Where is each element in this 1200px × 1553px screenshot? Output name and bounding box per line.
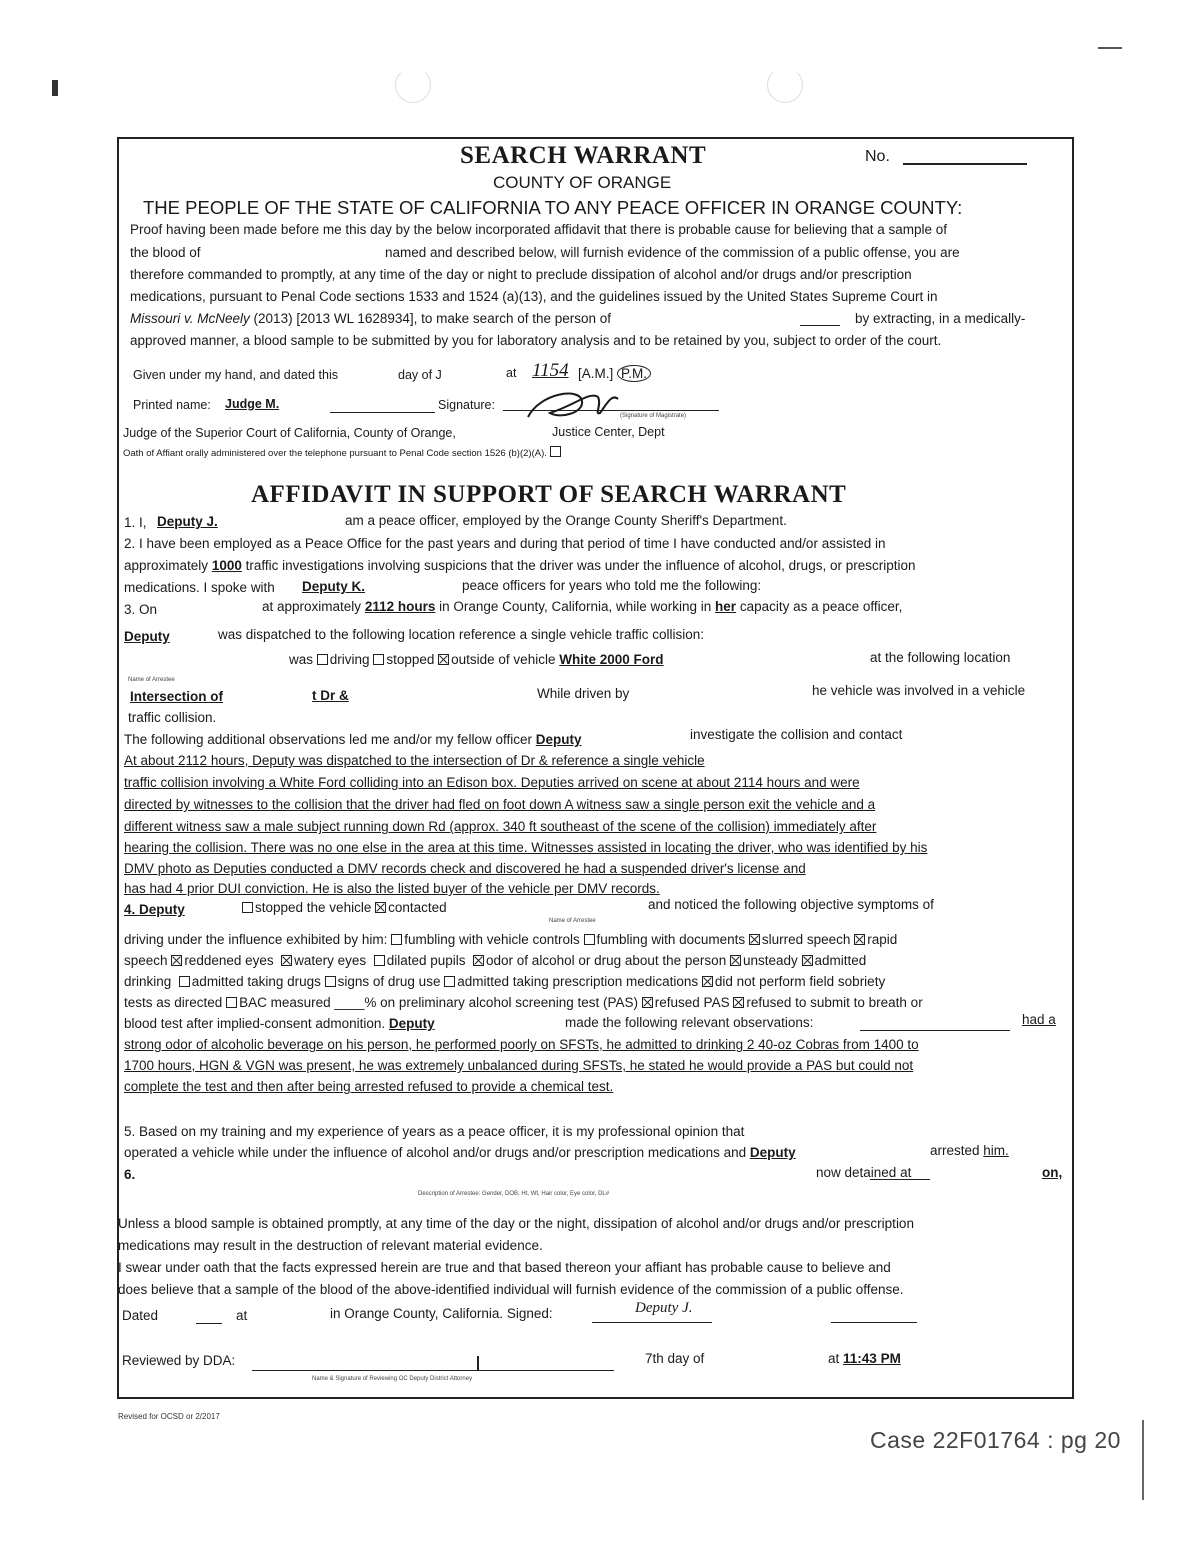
- symptom-checkbox[interactable]: [226, 997, 237, 1008]
- warrant-no-label: No.: [865, 148, 890, 165]
- observation-line: strong odor of alcoholic beverage on his person, he performed poorly on SFSTs, he admitted to drinking 2 40-oz Cobras from 1400 to: [124, 1037, 919, 1052]
- blank-line: [831, 1322, 917, 1323]
- symptom-label: rapid: [867, 932, 898, 947]
- symptom-label: blood test after implied-consent admonition.: [124, 1016, 386, 1031]
- symptom-checkbox[interactable]: [281, 955, 292, 966]
- p2-text: traffic investigations involving suspicions that the driver was under the influence of alcohol, drugs, or prescription: [245, 558, 916, 573]
- symptom-checkbox[interactable]: [584, 934, 595, 945]
- name-of-arrestee-caption: Name of Arrestee: [128, 677, 175, 683]
- symptom-label: odor of alcohol or drug about the person: [486, 953, 727, 968]
- closing-line: medications may result in the destruction of relevant material evidence.: [118, 1238, 543, 1253]
- symptom-checkbox[interactable]: [733, 997, 744, 1008]
- review-caption: Name & Signature of Reviewing OC Deputy District Attorney: [312, 1376, 473, 1382]
- closing-line: does believe that a sample of the blood of the above-identified individual will furnish evidence of the commission of a public offense.: [118, 1282, 904, 1297]
- closing-line: Unless a blood sample is obtained promptly, at any time of the day or the night, dissipation of alcohol and/or drugs and/or prescription: [118, 1216, 914, 1231]
- narrative-line: DMV photo as Deputies conducted a DMV records check and discovered he had a suspended driver's license and: [124, 861, 806, 876]
- review-at-label: at: [828, 1351, 840, 1366]
- driving-label: driving: [329, 652, 370, 667]
- symptom-checkbox[interactable]: [391, 934, 402, 945]
- contacted-label: contacted: [388, 900, 447, 915]
- at-label: at: [506, 366, 517, 380]
- blank-line: [196, 1323, 222, 1324]
- warrant-body-line: approved manner, a blood sample to be submitted by you for laboratory analysis and to be retained by you, subject to order of the court.: [130, 333, 942, 348]
- symptom-label: refused PAS: [654, 995, 730, 1010]
- symptom-checkbox[interactable]: [730, 955, 741, 966]
- symptom-label: admitted taking prescription medications: [457, 974, 699, 989]
- symptom-label: refused to submit to breath or: [746, 995, 923, 1010]
- vehicle-description: White 2000 Ford: [559, 652, 664, 667]
- incident-time: 2112 hours: [364, 599, 436, 614]
- symptom-label: signs of drug use: [337, 974, 441, 989]
- symptom-label: did not perform field sobriety: [714, 974, 886, 989]
- symptom-label: slurred speech: [761, 932, 851, 947]
- arrested-him: him.: [983, 1143, 1009, 1158]
- collision-involved: he vehicle was involved in a vehicle: [812, 683, 1026, 698]
- p3-capacity: capacity as a peace officer,: [739, 599, 903, 614]
- warrant-body-line: medications, pursuant to Penal Code sections 1533 and 1524 (a)(13), and the guidelines issued by the United States Supreme Court in: [130, 289, 938, 304]
- description-caption: Description of Arrestee: Gender, DOB, Ht, Wt, Hair color, Eye color, DL#: [418, 1191, 610, 1197]
- symptom-checkbox[interactable]: [444, 976, 455, 987]
- closing-line: I swear under oath that the facts expressed herein are true and that based thereon your affiant has probable cause to believe and: [118, 1260, 891, 1275]
- contacted-checkbox[interactable]: [375, 902, 386, 913]
- symptom-checkbox[interactable]: [179, 976, 190, 987]
- judge-line: Judge of the Superior Court of California, County of Orange,: [123, 426, 456, 440]
- was-label: was: [289, 652, 314, 667]
- p3-her: her: [715, 599, 737, 614]
- relevant-observations-label: made the following relevant observations:: [565, 1015, 814, 1030]
- symptoms-intro: driving under the influence exhibited by him:: [124, 932, 388, 947]
- reviewed-by-label: Reviewed by DDA:: [122, 1353, 236, 1368]
- location-intersection: Intersection of: [130, 689, 224, 704]
- narrative-line: At about 2112 hours, Deputy was dispatched to the intersection of Dr & reference a single vehicle: [124, 753, 705, 768]
- affidavit-title: AFFIDAVIT IN SUPPORT OF SEARCH WARRANT: [251, 481, 847, 508]
- p3-text: in Orange County, California, while working in: [439, 599, 712, 614]
- symptom-label: admitted taking drugs: [191, 974, 321, 989]
- symptom-label: speech: [124, 953, 168, 968]
- punch-hole: [767, 67, 803, 103]
- narrative-line: hearing the collision. There was no one else in the area at this time. Witnesses assisted in locating the driver, who was identified by his: [124, 840, 928, 855]
- county-heading: COUNTY OF ORANGE: [493, 173, 672, 192]
- symptom-label: BAC measured ____% on preliminary alcohol screening test (PAS): [239, 995, 639, 1010]
- printed-name-value: Judge M.: [225, 397, 280, 411]
- people-heading: THE PEOPLE OF THE STATE OF CALIFORNIA TO ANY PEACE OFFICER IN ORANGE COUNTY:: [143, 197, 963, 218]
- p2-spoke-label: medications. I spoke with: [124, 580, 275, 595]
- warrant-title: SEARCH WARRANT: [460, 142, 707, 169]
- day-of-label: day of J: [398, 368, 442, 382]
- symptom-label: dilated pupils: [386, 953, 466, 968]
- p2-approx: approximately: [124, 558, 209, 573]
- warrant-no-line: [903, 163, 1027, 165]
- given-under-label: Given under my hand, and dated this: [133, 368, 338, 382]
- observation-line: 1700 hours, HGN & VGN was present, he was extremely unbalanced during SFSTs, he stated he would provide a PAS but could not: [124, 1058, 914, 1073]
- time-handwritten: 1154: [532, 360, 569, 381]
- review-day: 7th day of: [645, 1351, 705, 1366]
- dispatch-text: was dispatched to the following location reference a single vehicle traffic collision:: [218, 627, 705, 642]
- signature-label: Signature:: [438, 398, 495, 412]
- affiant-signature: Deputy J.: [635, 1300, 693, 1316]
- p1-text: am a peace officer, employed by the Orange County Sheriff's Department.: [345, 513, 787, 528]
- narrative-line: different witness saw a male subject running down Rd (approx. 340 ft southeast of the scene of the collision) immediately after: [124, 819, 877, 834]
- scan-mark: [1098, 47, 1122, 49]
- symptom-label: admitted: [814, 953, 867, 968]
- stopped-vehicle-checkbox[interactable]: [242, 902, 253, 913]
- review-time: 11:43 PM: [843, 1351, 901, 1366]
- outside-label: outside of vehicle: [451, 652, 556, 667]
- p5-text: operated a vehicle while under the influence of alcohol and/or drugs and/or prescription medications and: [124, 1145, 747, 1160]
- symptom-checkbox[interactable]: [473, 955, 484, 966]
- p1-number: 1. I,: [124, 515, 147, 530]
- symptom-checkbox[interactable]: [374, 955, 385, 966]
- p4-deputy: 4. Deputy: [124, 902, 185, 917]
- blood-of-label: the blood of: [130, 245, 201, 260]
- narrative-line: directed by witnesses to the collision that the driver had fled on foot down A witness saw a single person exit the vehicle and a: [124, 797, 876, 812]
- investigation-count: 1000: [211, 558, 242, 573]
- blank-line: [800, 325, 840, 326]
- outside-checkbox[interactable]: [438, 654, 449, 665]
- affiant-name: Deputy J.: [157, 514, 218, 529]
- at-following-location: at the following location: [870, 650, 1011, 665]
- driving-checkbox[interactable]: [317, 654, 328, 665]
- pm-label-circled: P.M.: [617, 365, 651, 382]
- while-driven-label: While driven by: [537, 686, 630, 701]
- narrative-line: has had 4 prior DUI conviction. He is also the listed buyer of the vehicle per DMV records.: [124, 881, 660, 896]
- warrant-frame: [117, 137, 1074, 1399]
- p3-approx: at approximately: [262, 599, 362, 614]
- warrant-body-line: (2013) [2013 WL 1628934], to make search of the person of: [253, 311, 612, 326]
- signature-tick: [477, 1356, 479, 1370]
- warrant-body-line: by extracting, in a medically-: [855, 311, 1026, 326]
- stopped-checkbox[interactable]: [373, 654, 384, 665]
- p5-line: 5. Based on my training and my experience of years as a peace officer, it is my professional opinion that: [124, 1124, 745, 1139]
- arrested-label: arrested: [930, 1143, 980, 1158]
- scan-mark: [52, 80, 58, 96]
- dated-at-label: at: [236, 1308, 248, 1323]
- blank-line: [870, 1179, 930, 1180]
- signed-label: in Orange County, California. Signed:: [330, 1306, 553, 1321]
- p4-symptoms-intro: and noticed the following objective symptoms of: [648, 897, 934, 912]
- symptom-checkbox[interactable]: [325, 976, 336, 987]
- scan-edge: [1142, 1420, 1144, 1500]
- blank-line: [330, 412, 435, 413]
- symptom-label: unsteady: [742, 953, 798, 968]
- punch-hole: [395, 67, 431, 103]
- obs-deputy: Deputy: [535, 732, 582, 747]
- warrant-body-line: Proof having been made before me this day by the below incorporated affidavit that there is probable cause for believing that a sample of: [130, 222, 948, 237]
- blank-line: [860, 1030, 1010, 1031]
- symptom-label: watery eyes: [294, 953, 367, 968]
- arresting-deputy: Deputy: [749, 1145, 796, 1160]
- dated-label: Dated: [122, 1308, 159, 1323]
- dispatch-deputy: Deputy: [124, 629, 170, 644]
- obs-contact: investigate the collision and contact: [690, 727, 903, 742]
- name-of-arrestee-caption: Name of Arrestee: [549, 918, 596, 924]
- stopped-vehicle-label: stopped the vehicle: [255, 900, 372, 915]
- warrant-body-line: named and described below, will furnish evidence of the commission of a public offense, you are: [385, 245, 960, 260]
- obs-intro: The following additional observations led me and/or my fellow officer: [124, 732, 532, 747]
- symptom-label: reddened eyes: [184, 953, 274, 968]
- symptom-checkbox[interactable]: [642, 997, 653, 1008]
- symptom-checkbox[interactable]: [702, 976, 713, 987]
- oath-checkbox[interactable]: [550, 446, 561, 457]
- detained-at-label: now detained at: [816, 1165, 912, 1180]
- p3-on: 3. On: [124, 602, 158, 617]
- revised-note: Revised for OCSD or 2/2017: [118, 1412, 220, 1421]
- justice-center: Justice Center, Dept: [552, 425, 665, 439]
- observation-line: complete the test and then after being arrested refused to provide a chemical test.: [124, 1079, 614, 1094]
- symptom-checkbox[interactable]: [802, 955, 813, 966]
- traffic-collision: traffic collision.: [128, 710, 217, 725]
- on-label: on,: [1042, 1165, 1063, 1180]
- stopped-label: stopped: [386, 652, 435, 667]
- spoke-with-name: Deputy K.: [302, 579, 366, 594]
- case-citation: Missouri v. McNeely: [130, 311, 250, 326]
- symptom-label: fumbling with documents: [596, 932, 746, 947]
- narrative-line: traffic collision involving a White Ford colliding into an Edison box. Deputies arrived on scene at about 2114 hours and were: [124, 775, 860, 790]
- symptom-label: fumbling with vehicle controls: [404, 932, 580, 947]
- symptom-label: tests as directed: [124, 995, 223, 1010]
- dda-signature-line: [252, 1370, 614, 1371]
- location-street: t Dr &: [312, 688, 349, 703]
- printed-name-label: Printed name:: [133, 398, 211, 412]
- symptom-label: drinking: [124, 974, 172, 989]
- signature-caption: (Signature of Magistrate): [620, 413, 687, 419]
- am-label: A.M.: [581, 366, 610, 381]
- symptom-checkbox[interactable]: [749, 934, 760, 945]
- p2-told: peace officers for years who told me the following:: [462, 578, 762, 593]
- warrant-body-line: therefore commanded to promptly, at any time of the day or night to preclude dissipation of alcohol and/or drugs and/or prescription: [130, 267, 912, 282]
- observer-deputy: Deputy: [388, 1016, 435, 1031]
- affiant-signature-line: [592, 1322, 712, 1323]
- oath-line: Oath of Affiant orally administered over the telephone pursuant to Penal Code section 1526 (b)(2)(A).: [123, 446, 563, 459]
- symptom-checkbox[interactable]: [854, 934, 865, 945]
- symptom-checkbox[interactable]: [171, 955, 182, 966]
- p2-line: 2. I have been employed as a Peace Office for the past years and during that period of time I have conducted and/or assisted in: [124, 536, 886, 551]
- p6-number: 6.: [124, 1167, 136, 1182]
- had-a: had a: [1022, 1012, 1056, 1027]
- case-page-stamp: Case 22F01764 : pg 20: [870, 1427, 1121, 1453]
